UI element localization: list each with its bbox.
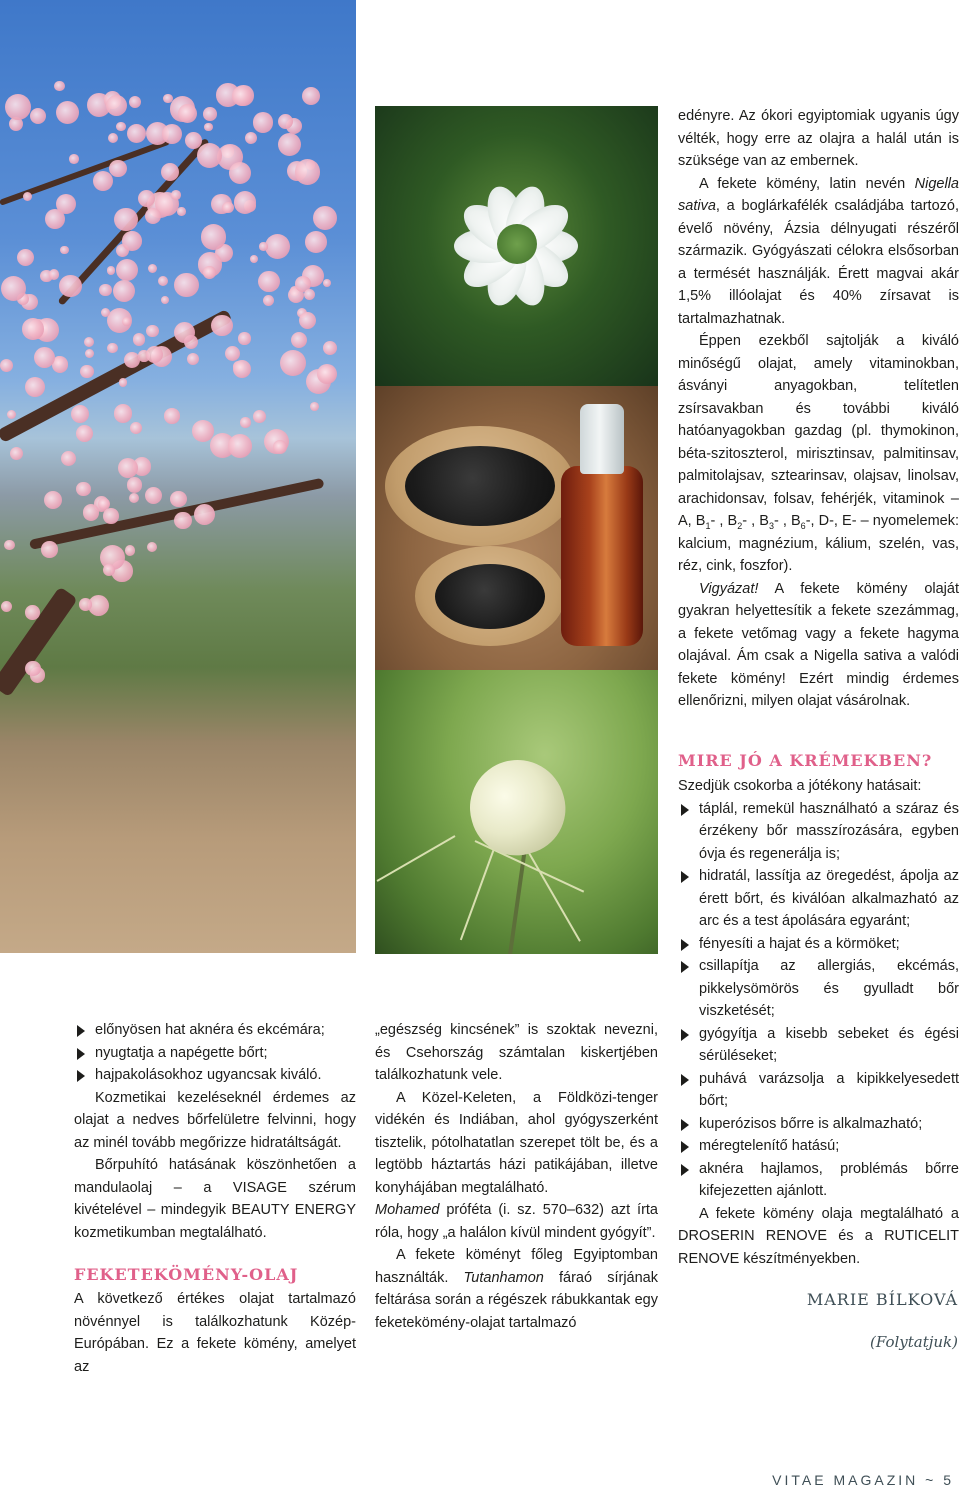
blossom-petal — [1, 601, 12, 612]
blossom-petal — [113, 280, 135, 302]
blossom-petal — [310, 402, 319, 411]
italic-name: Tutanhamon — [463, 1269, 544, 1286]
blossom-petal — [122, 317, 131, 326]
blossom-petal — [299, 312, 316, 329]
blossom-petal — [222, 202, 233, 213]
list-intro: Szedjük csokorba a jótékony hatásait: — [678, 778, 922, 794]
blossom-petal — [7, 410, 16, 419]
blossom-petal — [107, 343, 117, 353]
blossom-petal — [118, 458, 138, 478]
blossom-petal — [280, 350, 306, 376]
blossom-petal — [41, 541, 57, 557]
blossom-petal — [10, 447, 23, 460]
blossom-petal — [225, 346, 240, 361]
blossom-petal — [0, 359, 13, 372]
blossom-petal — [170, 491, 186, 507]
blossom-petal — [129, 493, 139, 503]
blossom-petal — [158, 276, 168, 286]
nigella-pod-photo — [375, 670, 658, 954]
blossom-petal — [305, 231, 327, 253]
list-item: csillapítja az allergiás, ekcémás, pikkelysömörös és gyulladt bőr viszketését; — [678, 955, 959, 1023]
blossom-petal — [204, 123, 212, 131]
blossom-petal — [145, 487, 162, 504]
blossom-petal — [49, 269, 60, 280]
blossom-petal — [116, 122, 126, 132]
left-column — [74, 1019, 356, 1244]
blossom-petal — [114, 208, 138, 232]
blossom-petal — [228, 434, 252, 458]
blossom-petal — [69, 154, 79, 164]
blossom-petal — [240, 417, 250, 427]
warning-word: Vigyázat! — [699, 580, 759, 597]
paragraph: „egészség kincsének” is szoktak nevezni, és Csehország számtalan kiskertjében találkozhatunk vele. — [375, 1022, 658, 1083]
blossom-petal — [114, 404, 133, 423]
list-item: hajpakolásokhoz ugyancsak kiváló. — [74, 1064, 356, 1087]
blossom-petal — [76, 425, 93, 442]
blossom-petal — [1, 276, 26, 301]
blossom-petal — [295, 159, 320, 184]
blossom-petal — [234, 191, 256, 213]
blossom-petal — [203, 266, 216, 279]
almond-blossom-photo — [0, 0, 356, 953]
blossom-petal — [106, 95, 127, 116]
blossom-petal — [108, 133, 118, 143]
bullet-arrow-icon — [681, 804, 689, 816]
list-item: gyógyítja a kisebb sebeket és égési sérüléseket; — [678, 1023, 959, 1068]
blossom-petal — [25, 377, 45, 397]
blossom-petal — [313, 206, 337, 230]
italic-name: Mohamed — [375, 1202, 440, 1218]
blossom-petal — [265, 234, 290, 259]
list-item: puhává varázsolja a kipikkelyesedett bőrt; — [678, 1068, 959, 1113]
blossom-petal — [302, 87, 320, 105]
blossom-petal — [44, 491, 63, 510]
paragraph: A fekete köményt főleg Egyiptomban használták. Tutanhamon fáraó sírjának feltárása során a régészek rábukkantak egy feketekömény-olajat tartalmazó — [375, 1247, 658, 1331]
blossom-petal — [253, 112, 274, 133]
list-item: nyugtatja a napégette bőrt; — [74, 1042, 356, 1065]
blossom-petal — [129, 96, 141, 108]
blossom-petal — [171, 190, 181, 200]
blossom-petal — [127, 477, 142, 492]
blossom-petal — [59, 275, 82, 298]
italic-latin-name: Nigella sativa — [678, 175, 959, 214]
bullet-arrow-icon — [681, 1164, 689, 1176]
blossom-petal — [273, 440, 287, 454]
paragraph: Vigyázat! A fekete kömény olaját gyakran helyettesítik a fekete szezámmag, a fekete vetőmag vagy a fekete hagyma olajával. Ám csak a Nigella sativa a valódi fekete kömény! Ezért mindig érdemes ellenőrizni, milyen olajat vásárolnak. — [678, 580, 959, 709]
blossom-petal — [174, 512, 192, 530]
blossom-petal — [119, 378, 127, 386]
blossom-petal — [245, 132, 257, 144]
blossom-petal — [130, 422, 142, 434]
blossom-petal — [145, 208, 161, 224]
blossom-petal — [253, 410, 266, 423]
list-item: aknéra hajlamos, problémás bőrre kifejezetten ajánlott. — [678, 1158, 959, 1203]
nigella-flower-photo — [375, 106, 658, 386]
blossom-petal — [127, 124, 146, 143]
blossom-petal — [56, 101, 79, 124]
section-heading-feketekomeny: FEKETEKÖMÉNY-OLAJ — [74, 1265, 299, 1284]
blossom-petal — [259, 242, 267, 250]
paragraph: A fekete kömény olaja megtalálható a DROSERIN RENOVE és a RUTICELIT RENOVE készítményekben. — [678, 1205, 959, 1267]
blossom-petal — [107, 266, 115, 274]
paragraph: A következő értékes olajat tartalmazó növénnyel is találkozhatunk Közép-Európában. Ez a fekete kömény, amelyet az — [74, 1291, 356, 1375]
blossom-petal — [85, 349, 94, 358]
blossom-petal — [23, 192, 32, 201]
blossom-petal — [229, 162, 251, 184]
blossom-petal — [203, 107, 217, 121]
middle-column — [375, 1019, 658, 1334]
blossom-petal — [238, 332, 250, 344]
bullet-arrow-icon — [681, 1029, 689, 1041]
blossom-petal — [79, 598, 91, 610]
blossom-petal — [263, 295, 274, 306]
bullet-arrow-icon — [681, 1119, 689, 1131]
blossom-petal — [133, 333, 146, 346]
blossom-petal — [122, 231, 141, 250]
continued-note: (Folytatjuk) — [870, 1333, 958, 1351]
blossom-petal — [71, 405, 89, 423]
blossom-petal — [258, 271, 280, 293]
list-item: hidratál, lassítja az öregedést, ápolja az érett bőrt, és kiválóan alkalmazható az arc és a test ápolására egyaránt; — [678, 865, 959, 933]
blossom-petal — [250, 255, 258, 263]
blossom-petal — [187, 353, 199, 365]
blossom-petal — [164, 408, 179, 423]
bullet-arrow-icon — [681, 939, 689, 951]
paragraph: Kozmetikai kezeléseknél érdemes az olajat a nedves bőrfelületre felvinni, hogy az minél tovább megőrizze hidratáltságát. — [74, 1089, 356, 1151]
blossom-petal — [30, 108, 46, 124]
blossom-petal — [161, 296, 169, 304]
blossom-petal — [109, 160, 127, 178]
left-column-continued — [74, 1288, 356, 1378]
blossom-petal — [162, 124, 182, 144]
blossom-petal — [317, 364, 337, 384]
bullet-arrow-icon — [681, 871, 689, 883]
blossom-petal — [25, 605, 39, 619]
bullet-arrow-icon — [681, 961, 689, 973]
list-item: fényesíti a hajat és a körmöket; — [678, 933, 959, 956]
blossom-petal — [17, 249, 34, 266]
blossom-petal — [178, 104, 197, 123]
blossom-petal — [84, 337, 94, 347]
blossom-petal — [161, 163, 179, 181]
blossom-petal — [278, 114, 293, 129]
paragraph: edényre. Az ókori egyiptomiak ugyanis úgy vélték, hogy erre az olajra a halál után is szüksége van az embernek. — [678, 108, 959, 169]
blossom-petal — [54, 81, 64, 91]
blossom-petal — [93, 171, 113, 191]
list-item: előnyösen hat aknéra és ekcémára; — [74, 1019, 356, 1042]
list-item: méregtelenítő hatású; — [678, 1135, 959, 1158]
bullet-arrow-icon — [77, 1025, 85, 1037]
blossom-petal — [233, 360, 251, 378]
flower-center — [497, 224, 537, 264]
blossom-petal — [34, 347, 55, 368]
paragraph: Mohamed próféta (i. sz. 570–632) azt írta róla, hogy „a halálon kívül mindent gyógyít”. — [375, 1202, 658, 1241]
blossom-petal — [4, 540, 14, 550]
blossom-petal — [76, 482, 90, 496]
list-item: táplál, remekül használható a száraz és érzékeny bőr masszírozására, egyben óvja és regenerálja is; — [678, 798, 959, 866]
blossom-petal — [278, 133, 301, 156]
blossom-petal — [323, 341, 337, 355]
blossom-petal — [56, 194, 76, 214]
blossom-petal — [201, 224, 226, 249]
right-column-list — [678, 775, 959, 1270]
black-cumin-seeds-photo — [375, 386, 658, 670]
blossom-petal — [99, 284, 111, 296]
blossom-petal — [60, 246, 68, 254]
blossom-petal — [185, 132, 202, 149]
blossom-petal — [192, 420, 214, 442]
blossom-petal — [125, 545, 136, 556]
section-heading-mire-jo: MIRE JÓ A KRÉMEKBEN? — [678, 751, 933, 770]
paragraph: Éppen ezekből sajtolják a kiváló minőségű olajat, amely vitaminokban, ásványi anyagokban, telítetlen zsírsavakban és további kiváló hatóanyagokban gazdag (pl. thymokinon, béta-szitoszterol, mirisztinsav, palmitinsav, palmitolajsav, sztearinsav, olajsav, linolsav, arachidonsav, folsav, fehérjék, vitaminok – A, $B_1-$ , $B_2-$ , $B_3-$ , $B_6-$, D-, E- – nyomelemek: kalcium, magnézium, kálium, szelén, vas, réz, cink, foszfor). — [678, 333, 960, 574]
paragraph: Bőrpuhító hatásának köszönhetően a mandulaolaj – a VISAGE szérum kivételével – mindegyik BEAUTY ENERGY kozmetikumban megtalálható. — [74, 1157, 356, 1241]
blossom-petal — [146, 346, 163, 363]
paragraph: A fekete kömény, latin nevén Nigella sativa, a boglárkafélék családjába tartozó, évelő növény, Ázsia délnyugati részéről származik. Gyógyászati célokra elsősorban a termését használják. Érett magvai akár 1,5% illóolajat és 40% zírsavat is tartalmazhatnak. — [678, 175, 959, 327]
bullet-arrow-icon — [681, 1074, 689, 1086]
bullet-arrow-icon — [77, 1048, 85, 1060]
blossom-petal — [80, 365, 94, 379]
blossom-petal — [323, 279, 331, 287]
list-item: kuperózisos bőrre is alkalmazható; — [678, 1113, 959, 1136]
blossom-petal — [25, 661, 41, 677]
blossom-petal — [174, 273, 198, 297]
paragraph: A Közel-Keleten, a Földközi-tenger vidékén és Indiában, ahol gyógyszerként tisztelik, pótolhatatlan szerepet tölt be, és a legtöbb háztartás házi patikájában, illetve konyhájában megtalálható. — [375, 1089, 658, 1196]
blossom-petal — [291, 332, 307, 348]
blossom-petal — [197, 143, 222, 168]
author-name: MARIE BÍLKOVÁ — [806, 1290, 958, 1309]
blossom-petal — [147, 542, 157, 552]
blossom-petal — [61, 451, 76, 466]
bullet-arrow-icon — [77, 1070, 85, 1082]
blossom-petal — [22, 318, 44, 340]
bullet-arrow-icon — [681, 1141, 689, 1153]
blossom-petal — [116, 259, 138, 281]
blossom-petal — [83, 504, 99, 520]
blossom-petal — [103, 508, 118, 523]
benefits-list — [678, 798, 959, 1203]
blossom-petal — [177, 207, 186, 216]
blossom-petal — [194, 504, 215, 525]
blossom-petal — [146, 325, 158, 337]
blossom-petal — [304, 289, 315, 300]
blossom-petal — [211, 315, 232, 336]
right-column — [678, 105, 959, 713]
blossom-petal — [5, 94, 31, 120]
blossom-petal — [148, 264, 158, 274]
page-footer: VITAE MAGAZIN ~ 5 — [772, 1472, 954, 1488]
left-bullet-list — [74, 1019, 356, 1087]
